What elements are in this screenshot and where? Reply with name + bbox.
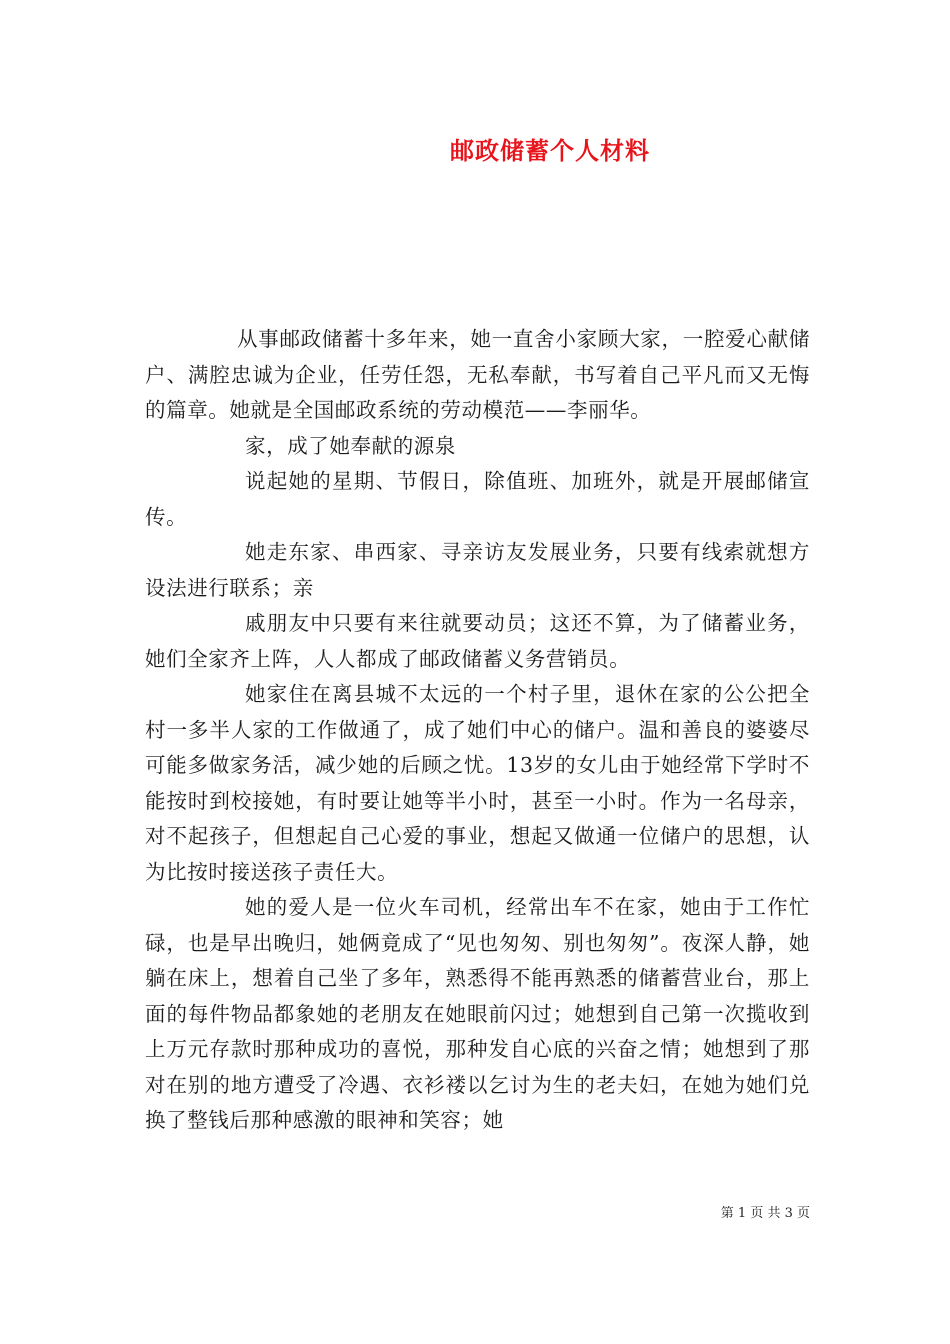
paragraph: 她的爱人是一位火车司机，经常出车不在家，她由于工作忙碌，也是早出晚归，她俩竟成了“见也匆匆、别也匆匆”。夜深人静，她躺在床上，想着自己坐了多年，熟悉得不能再熟悉的储蓄营业台，那上面的每件物品都象她的老朋友在她眼前闪过；她想到自己第一次揽收到上万元存款时那种成功的喜悦，那种发自心底的兴奋之情；她想到了那对在别的地方遭受了冷遇、衣衫褛以乞讨为生的老夫妇，在她为她们兑换了整钱后那种感激的眼神和笑容；她 bbox=[145, 895, 810, 1132]
paragraph: 她家住在离县城不太远的一个村子里，退休在家的公公把全村一多半人家的工作做通了，成了她们中心的储户。温和善良的婆婆尽可能多做家务活，减少她的后顾之忧。13岁的女儿由于她经常下学时不能按时到校接她，有时要让她等半小时，甚至一小时。作为一名母亲，对不起孩子，但想起自己心爱的事业，想起又做通一位储户的思想，认为比按时接送孩子责任大。 bbox=[145, 682, 810, 884]
paragraph: 从事邮政储蓄十多年来，她一直舍小家顾大家，一腔爱心献储户、满腔忠诚为企业，任劳任怨，无私奉献，书写着自己平凡而又无悔的篇章。她就是全国邮政系统的劳动模范——李丽华。 bbox=[145, 327, 810, 422]
document-title: 邮政储蓄个人材料 bbox=[450, 136, 650, 165]
paragraph: 她走东家、串西家、寻亲访友发展业务，只要有线索就想方设法进行联系；亲 bbox=[145, 540, 810, 600]
section-heading: 家，成了她奉献的源泉 bbox=[245, 433, 456, 458]
page-number-footer: 第 1 页 共 3 页 bbox=[720, 1206, 810, 1221]
paragraph: 说起她的星期、节假日，除值班、加班外，就是开展邮储宣传。 bbox=[145, 469, 810, 529]
document-body bbox=[145, 322, 810, 1139]
paragraph: 戚朋友中只要有来往就要动员；这还不算，为了储蓄业务，她们全家齐上阵，人人都成了邮政储蓄义务营销员。 bbox=[145, 611, 810, 671]
